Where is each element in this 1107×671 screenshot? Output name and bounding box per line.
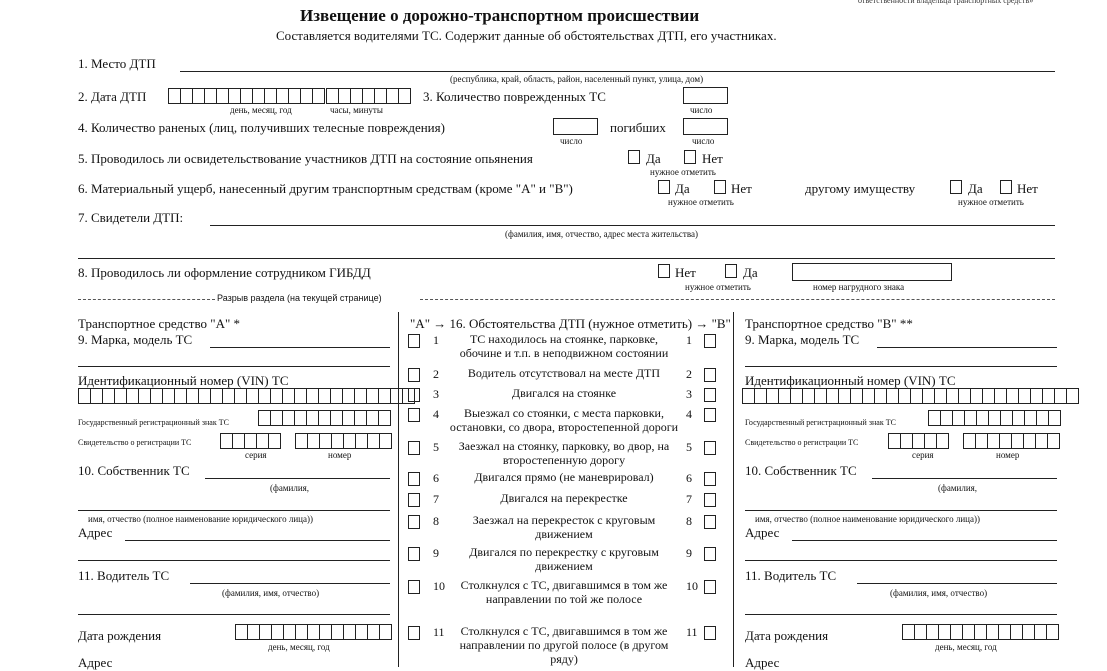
field-4-injured-box[interactable] bbox=[553, 118, 598, 135]
vehicle-a-surname-hint: (фамилия, bbox=[270, 483, 310, 493]
field-8-hint: нужное отметить bbox=[685, 282, 751, 292]
field-1-line[interactable] bbox=[180, 71, 1055, 72]
field-4-hint-2: число bbox=[692, 136, 715, 146]
field-5-yes: Да bbox=[646, 151, 661, 166]
vehicle-b-plate-label: Государственный регистрационный знак ТС bbox=[745, 418, 896, 427]
circumstance-a-checkbox-7[interactable] bbox=[408, 493, 420, 507]
field-1-label: 1. Место ДТП bbox=[78, 56, 156, 71]
circumstance-text: Двигался прямо (не маневрировал) bbox=[474, 470, 654, 484]
circumstance-b-checkbox-6[interactable] bbox=[704, 472, 716, 486]
vehicle-b-number-hint: номер bbox=[996, 450, 1020, 460]
vehicle-b-address-label: Адрес bbox=[745, 525, 780, 540]
circumstance-b-checkbox-2[interactable] bbox=[704, 368, 716, 382]
circumstance-text: Столкнулся с ТС, двигавшимся в том же направлении по той же полосе bbox=[460, 578, 668, 606]
circumstance-b-checkbox-1[interactable] bbox=[704, 334, 716, 348]
circumstance-text: Столкнулся с ТС, двигавшимся в том же направлении по другой полосе (в другом ряду) bbox=[459, 624, 669, 666]
circumstance-a-checkbox-8[interactable] bbox=[408, 515, 420, 529]
field-8-no: Нет bbox=[675, 265, 696, 280]
circumstance-b-number: 11 bbox=[686, 625, 698, 639]
circumstance-text: Двигался на перекрестке bbox=[500, 491, 628, 505]
circumstance-b-checkbox-10[interactable] bbox=[704, 580, 716, 594]
field-4-dead-box[interactable] bbox=[683, 118, 728, 135]
vehicle-a-owner-hint: имя, отчество (полное наименование юридического лица)) bbox=[88, 514, 313, 524]
vehicle-a-vin-cells[interactable] bbox=[78, 388, 414, 404]
circumstance-b-checkbox-4[interactable] bbox=[704, 408, 716, 422]
vehicle-b-driver-line-2[interactable] bbox=[745, 614, 1057, 615]
vehicle-a-driver-hint: (фамилия, имя, отчество) bbox=[222, 588, 320, 598]
badge-number-box[interactable] bbox=[792, 263, 952, 281]
form-subtitle: Составляется водителями ТС. Содержит данные об обстоятельствах ДТП, его участниках. bbox=[276, 28, 777, 43]
circumstances-header: "А" → 16. Обстоятельства ДТП (нужное отметить) → "В" bbox=[410, 316, 731, 331]
vehicle-a-address-line[interactable] bbox=[125, 540, 390, 541]
vehicle-b-owner-label: 10. Собственник ТС bbox=[745, 463, 857, 478]
vehicle-b-surname-hint: (фамилия, bbox=[938, 483, 978, 493]
vehicle-a-vin-label: Идентификационный номер (VIN) ТС bbox=[78, 373, 289, 388]
field-8-yes: Да bbox=[743, 265, 758, 280]
field-6-other-yes: Да bbox=[968, 181, 983, 196]
circumstance-a-number: 5 bbox=[433, 440, 439, 454]
vehicle-b-model-label: 9. Марка, модель ТС bbox=[745, 332, 860, 347]
vehicle-a-birth-label: Дата рождения bbox=[78, 628, 162, 643]
field-7-line-2[interactable] bbox=[78, 258, 1055, 259]
section-break-line-left bbox=[78, 299, 215, 300]
field-6-no-box[interactable] bbox=[714, 180, 726, 194]
field-5-yes-box[interactable] bbox=[628, 150, 640, 164]
date-hint: день, месяц, год bbox=[230, 105, 292, 115]
vehicle-b-series-hint: серия bbox=[912, 450, 934, 460]
circumstance-text: Выезжал со стоянки, с места парковки, остановки, со двора, второстепенной дороги bbox=[449, 406, 679, 434]
vehicle-a-driver-label: 11. Водитель ТС bbox=[78, 568, 170, 583]
field-8-yes-box[interactable] bbox=[725, 264, 737, 278]
vehicle-b-owner-line-2[interactable] bbox=[745, 510, 1057, 511]
circumstance-a-number: 9 bbox=[433, 546, 439, 560]
circumstance-b-number: 2 bbox=[686, 367, 692, 381]
vehicle-b-owner-hint: имя, отчество (полное наименование юридического лица)) bbox=[755, 514, 980, 524]
vehicle-a-owner-line[interactable] bbox=[205, 478, 390, 479]
circumstance-a-checkbox-2[interactable] bbox=[408, 368, 420, 382]
vehicle-a-number-hint: номер bbox=[328, 450, 352, 460]
vehicle-a-model-line-2[interactable] bbox=[78, 366, 390, 367]
vehicle-a-birth-hint: день, месяц, год bbox=[268, 642, 330, 652]
field-6-yes: Да bbox=[675, 181, 690, 196]
field-5-no: Нет bbox=[702, 151, 723, 166]
circumstance-a-number: 6 bbox=[433, 471, 439, 485]
field-6-no: Нет bbox=[731, 181, 752, 196]
section-break-label: Разрыв раздела (на текущей странице) bbox=[217, 293, 382, 303]
vehicle-b-plate-cells[interactable] bbox=[928, 410, 1060, 426]
vehicle-b-driver-line[interactable] bbox=[857, 583, 1057, 584]
circumstance-a-number: 11 bbox=[433, 625, 445, 639]
vehicle-a-address-line-2[interactable] bbox=[78, 560, 390, 561]
circumstance-a-checkbox-9[interactable] bbox=[408, 547, 420, 561]
section-break-line-right bbox=[420, 299, 1055, 300]
circumstance-a-checkbox-4[interactable] bbox=[408, 408, 420, 422]
circumstance-a-checkbox-6[interactable] bbox=[408, 472, 420, 486]
circumstance-text: Заезжал на стоянку, парковку, во двор, на второстепенную дорогу bbox=[458, 439, 670, 467]
vehicle-a-driver-line[interactable] bbox=[190, 583, 390, 584]
circumstance-b-number: 3 bbox=[686, 387, 692, 401]
vehicle-a-address-label: Адрес bbox=[78, 525, 113, 540]
vehicle-a-reg-label: Свидетельство о регистрации ТС bbox=[78, 438, 192, 447]
field-3-label: 3. Количество поврежденных ТС bbox=[423, 89, 606, 104]
field-7-hint: (фамилия, имя, отчество, адрес места жительства) bbox=[505, 229, 698, 239]
circumstance-text: Двигался на стоянке bbox=[511, 386, 617, 400]
circumstance-a-checkbox-5[interactable] bbox=[408, 441, 420, 455]
vehicle-b-birth-label: Дата рождения bbox=[745, 628, 829, 643]
field-3-box[interactable] bbox=[683, 87, 728, 104]
circumstance-b-number: 6 bbox=[686, 471, 692, 485]
circumstance-b-number: 4 bbox=[686, 407, 692, 421]
field-5-label: 5. Проводилось ли освидетельствование участников ДТП на состояние опьянения bbox=[78, 151, 533, 166]
vehicle-a-driver-line-2[interactable] bbox=[78, 614, 390, 615]
vehicle-b-model-line-2[interactable] bbox=[745, 366, 1057, 367]
field-6-other-hint: нужное отметить bbox=[958, 197, 1024, 207]
circumstance-text: Заезжал на перекресток с круговым движением bbox=[472, 513, 656, 541]
vehicle-a-title: Транспортное средство "А" * bbox=[78, 316, 241, 331]
corner-note: ответственности владельца транспортных средств» bbox=[858, 0, 1034, 5]
circumstance-a-number: 10 bbox=[433, 579, 445, 593]
circumstance-b-checkbox-11[interactable] bbox=[704, 626, 716, 640]
vehicle-a-reg-number-cells[interactable] bbox=[295, 433, 391, 449]
vehicle-a-model-label: 9. Марка, модель ТС bbox=[78, 332, 193, 347]
circumstance-b-number: 5 bbox=[686, 440, 692, 454]
circumstance-b-number: 10 bbox=[686, 579, 698, 593]
circumstance-a-number: 3 bbox=[433, 387, 439, 401]
vehicle-a-owner-label: 10. Собственник ТС bbox=[78, 463, 190, 478]
field-7-line[interactable] bbox=[210, 225, 1055, 226]
field-4-label: 4. Количество раненых (лиц, получивших телесные повреждения) bbox=[78, 120, 445, 135]
circumstance-a-number: 2 bbox=[433, 367, 439, 381]
vehicle-b-address-line-2[interactable] bbox=[745, 560, 1057, 561]
vehicle-a-series-hint: серия bbox=[245, 450, 267, 460]
field-8-label: 8. Проводилось ли оформление сотрудником ГИБДД bbox=[78, 265, 371, 280]
circumstance-a-checkbox-3[interactable] bbox=[408, 388, 420, 402]
circumstance-b-checkbox-8[interactable] bbox=[704, 515, 716, 529]
vehicle-b-vin-cells[interactable] bbox=[742, 388, 1078, 404]
vehicle-b-birth-hint: день, месяц, год bbox=[935, 642, 997, 652]
circumstance-a-checkbox-11[interactable] bbox=[408, 626, 420, 640]
vehicle-b-driver-label: 11. Водитель ТС bbox=[745, 568, 837, 583]
vehicle-a-model-line[interactable] bbox=[210, 347, 390, 348]
field-4-hint-1: число bbox=[560, 136, 583, 146]
field-6-other-yes-box[interactable] bbox=[950, 180, 962, 194]
circumstance-a-number: 4 bbox=[433, 407, 439, 421]
vehicle-b-title: Транспортное средство "В" ** bbox=[745, 316, 913, 331]
vehicle-a-birth-cells[interactable] bbox=[235, 624, 391, 640]
divider-left bbox=[398, 312, 399, 667]
vehicle-b-reg-number-cells[interactable] bbox=[963, 433, 1059, 449]
time-cells[interactable] bbox=[326, 88, 410, 104]
vehicle-a-plate-cells[interactable] bbox=[258, 410, 390, 426]
field-7-label: 7. Свидетели ДТП: bbox=[78, 210, 184, 225]
vehicle-b-reg-label: Свидетельство о регистрации ТС bbox=[745, 438, 859, 447]
time-hint: часы, минуты bbox=[330, 105, 383, 115]
field-4-dead-label: погибших bbox=[610, 120, 666, 135]
circumstance-b-number: 7 bbox=[686, 492, 692, 506]
circumstance-text: Водитель отсутствовал на месте ДТП bbox=[467, 366, 661, 380]
badge-hint: номер нагрудного знака bbox=[813, 282, 905, 292]
field-8-no-box[interactable] bbox=[658, 264, 670, 278]
divider-right bbox=[733, 312, 734, 667]
field-3-hint: число bbox=[690, 105, 713, 115]
circumstance-text: Двигался по перекрестку с круговым движением bbox=[469, 545, 659, 573]
circumstance-b-number: 9 bbox=[686, 546, 692, 560]
vehicle-a-plate-label: Государственный регистрационный знак ТС bbox=[78, 418, 229, 427]
vehicle-a-address2-label: Адрес bbox=[78, 655, 113, 670]
circumstance-b-checkbox-9[interactable] bbox=[704, 547, 716, 561]
vehicle-b-model-line[interactable] bbox=[877, 347, 1057, 348]
field-1-hint: (республика, край, область, район, населенный пункт, улица, дом) bbox=[450, 74, 704, 84]
field-6-label: 6. Материальный ущерб, нанесенный другим транспортным средствам (кроме "А" и "В") bbox=[78, 181, 573, 196]
circumstance-b-number: 1 bbox=[686, 333, 692, 347]
vehicle-b-birth-cells[interactable] bbox=[902, 624, 1058, 640]
vehicle-b-reg-series-cells[interactable] bbox=[888, 433, 948, 449]
circumstance-a-number: 1 bbox=[433, 333, 439, 347]
vehicle-a-reg-series-cells[interactable] bbox=[220, 433, 280, 449]
circumstance-b-checkbox-5[interactable] bbox=[704, 441, 716, 455]
vehicle-b-address2-label: Адрес bbox=[745, 655, 780, 670]
vehicle-b-address-line[interactable] bbox=[792, 540, 1057, 541]
field-6-other-no-box[interactable] bbox=[1000, 180, 1012, 194]
vehicle-a-owner-line-2[interactable] bbox=[78, 510, 390, 511]
vehicle-b-driver-hint: (фамилия, имя, отчество) bbox=[890, 588, 988, 598]
circumstance-a-checkbox-10[interactable] bbox=[408, 580, 420, 594]
form-title: Извещение о дорожно-транспортном происшествии bbox=[300, 6, 700, 25]
date-cells[interactable] bbox=[168, 88, 324, 104]
circumstance-b-checkbox-7[interactable] bbox=[704, 493, 716, 507]
field-2-label: 2. Дата ДТП bbox=[78, 89, 147, 104]
field-6-hint: нужное отметить bbox=[668, 197, 734, 207]
circumstance-a-checkbox-1[interactable] bbox=[408, 334, 420, 348]
field-6-other-no: Нет bbox=[1017, 181, 1038, 196]
vehicle-b-owner-line[interactable] bbox=[872, 478, 1057, 479]
field-6-yes-box[interactable] bbox=[658, 180, 670, 194]
field-6-other-label: другому имуществу bbox=[805, 181, 916, 196]
field-5-no-box[interactable] bbox=[684, 150, 696, 164]
circumstance-a-number: 8 bbox=[433, 514, 439, 528]
vehicle-b-vin-label: Идентификационный номер (VIN) ТС bbox=[745, 373, 956, 388]
circumstance-b-number: 8 bbox=[686, 514, 692, 528]
circumstance-a-number: 7 bbox=[433, 492, 439, 506]
circumstance-b-checkbox-3[interactable] bbox=[704, 388, 716, 402]
field-5-hint: нужное отметить bbox=[650, 167, 716, 177]
circumstance-text: ТС находилось на стоянке, парковке, обочине и т.п. в неподвижном состоянии bbox=[459, 332, 669, 360]
